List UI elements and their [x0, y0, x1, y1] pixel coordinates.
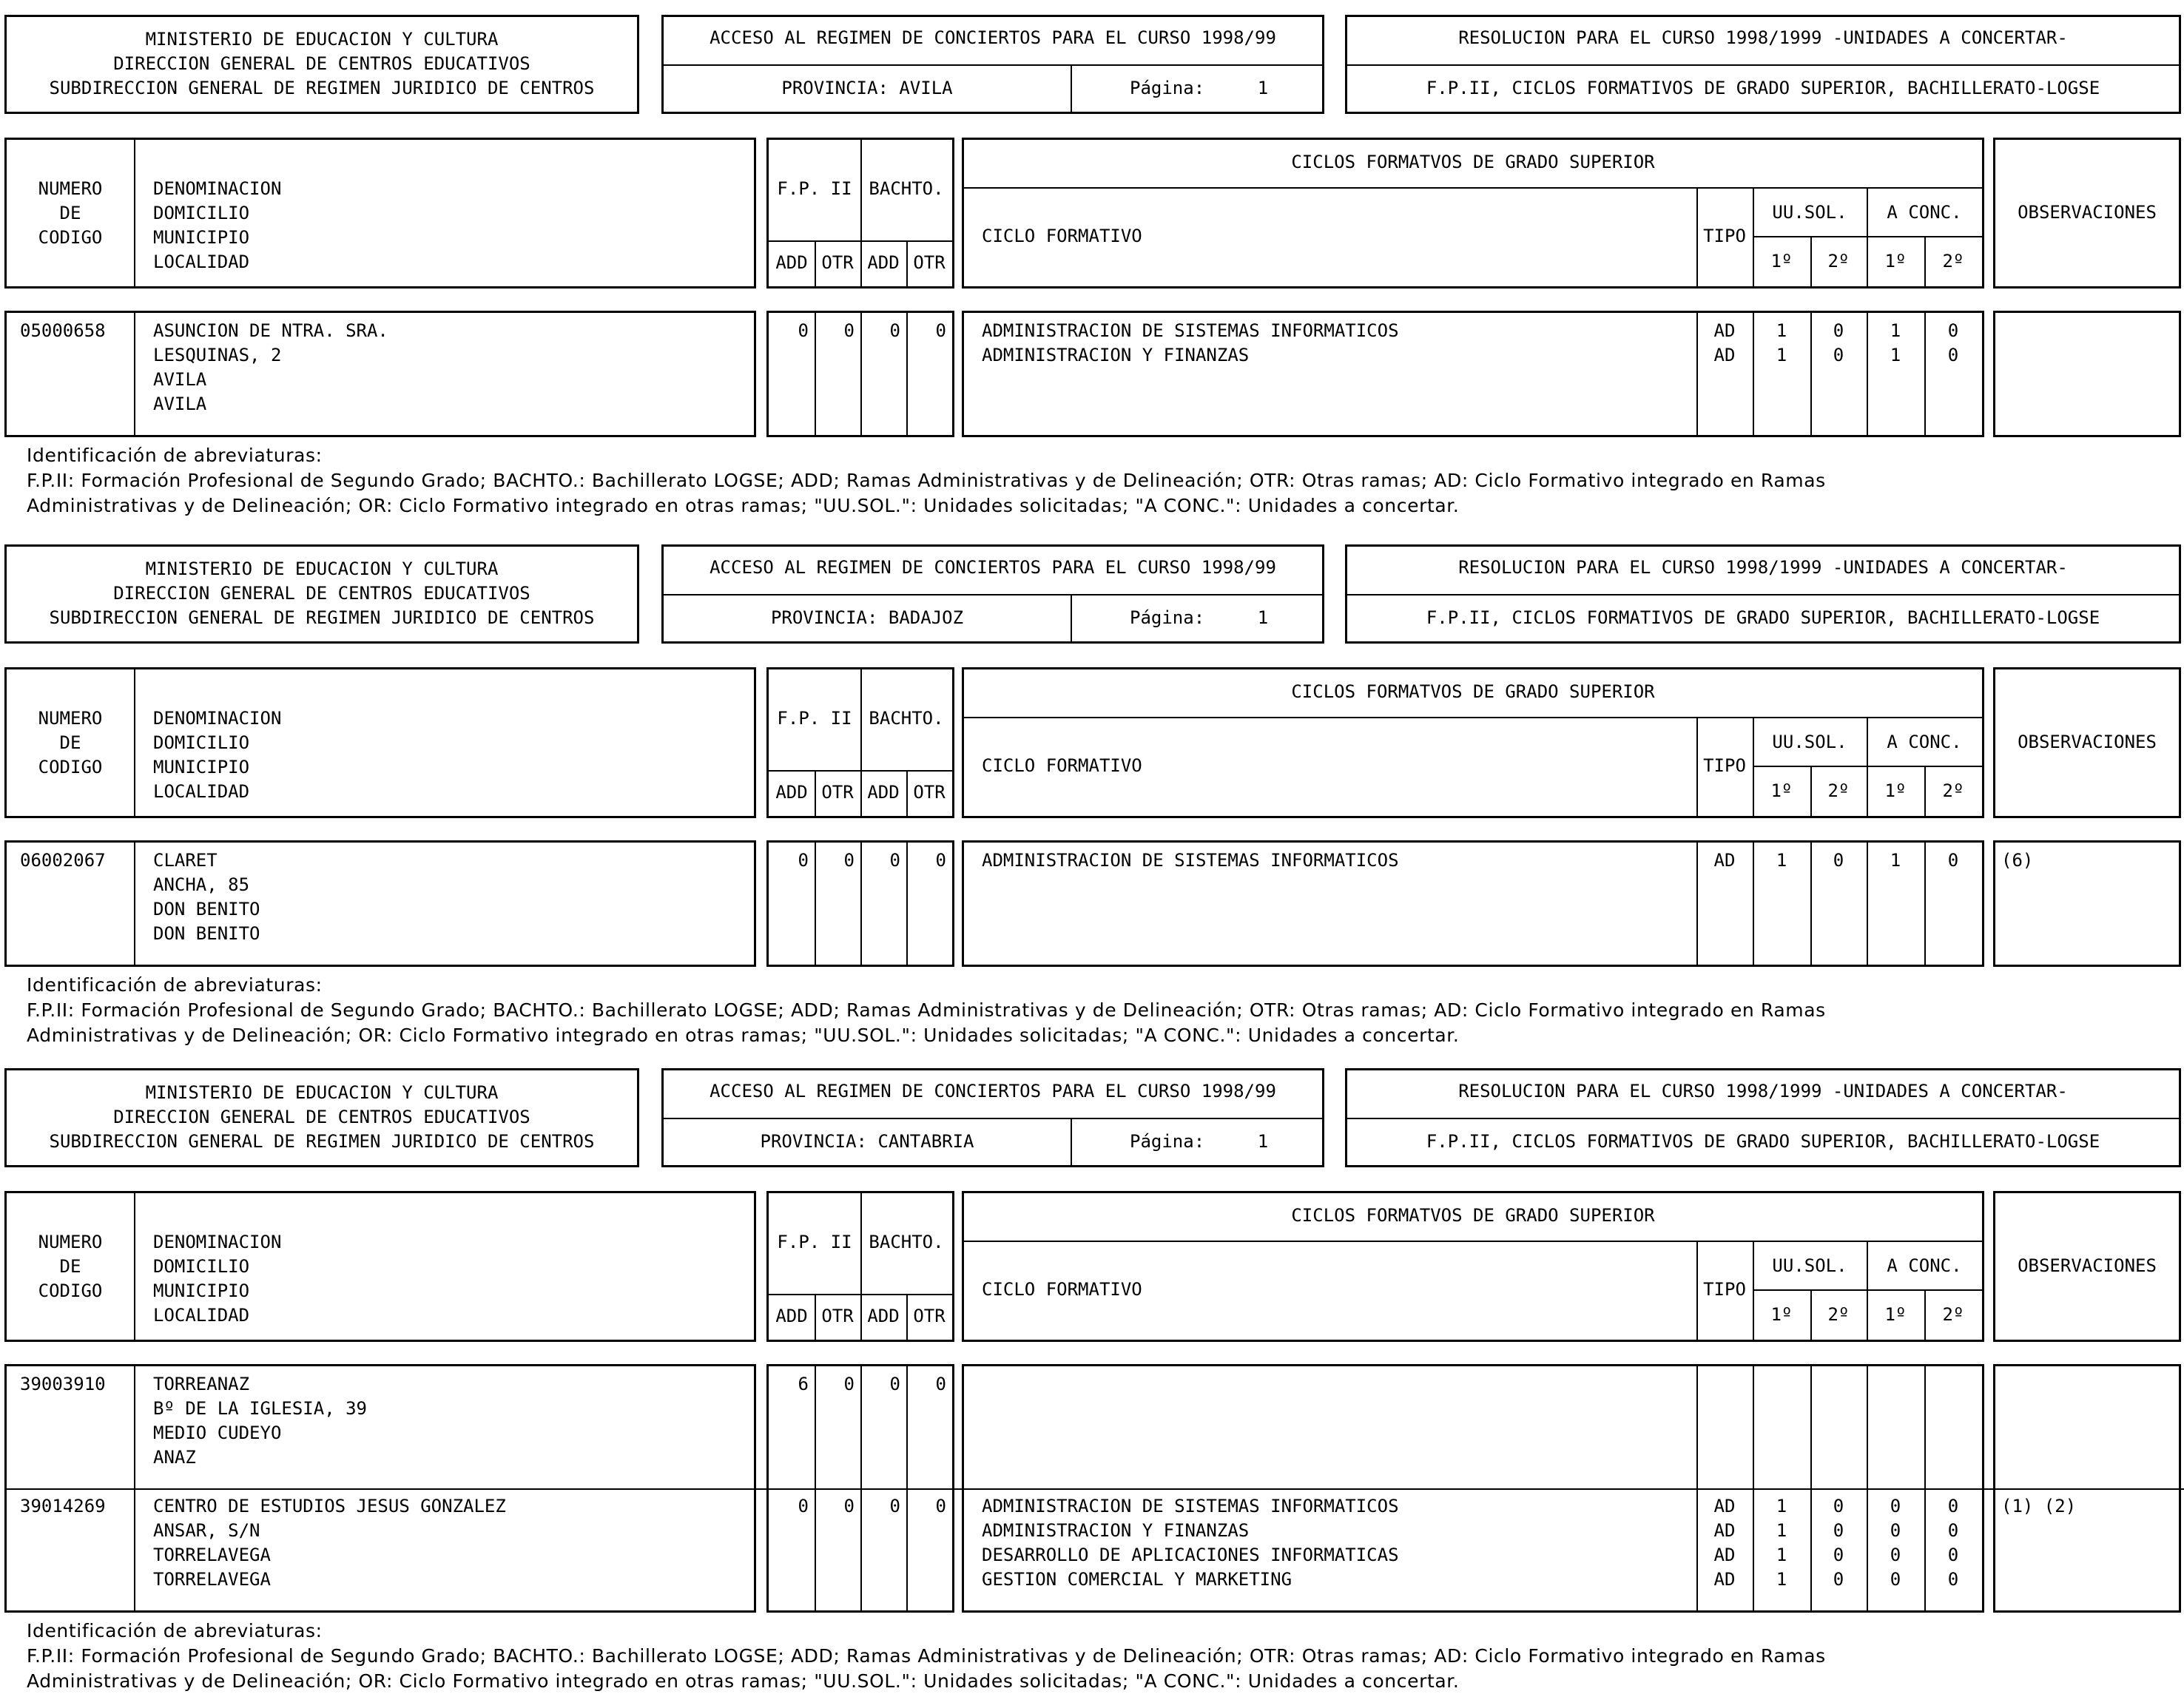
fp2-header: F.P. II	[777, 708, 852, 729]
denominacion-header: MUNICIPIO	[153, 757, 250, 777]
divider	[769, 1294, 952, 1295]
observaciones-body	[1993, 311, 2181, 437]
access-header-box	[661, 544, 1324, 644]
denominacion-header: MUNICIPIO	[153, 1280, 250, 1301]
numero-header: DE	[59, 1256, 81, 1277]
center-codigo: 39014269	[20, 1496, 106, 1516]
ciclo-conc2: 0	[1947, 850, 1959, 871]
ciclo-conc1: 0	[1890, 1545, 1901, 1565]
ciclo-conc1: 1	[1890, 320, 1901, 341]
page-number: 1	[1257, 78, 1269, 98]
observaciones-value: (6)	[2001, 850, 2034, 871]
legend-title: Identificación de abreviaturas:	[27, 974, 323, 996]
primero-header: 1º	[1884, 1304, 1907, 1325]
ciclo-name: ADMINISTRACION DE SISTEMAS INFORMATICOS	[982, 320, 1399, 341]
otr-header: OTR	[913, 1306, 946, 1326]
divider	[664, 594, 1322, 595]
ministry-line: MINISTERIO DE EDUCACION Y CULTURA	[145, 559, 499, 579]
numero-header: NUMERO	[38, 1232, 103, 1252]
units-body	[766, 840, 954, 967]
legend-line: Administrativas y de Delineación; OR: Ciclo Formativo integrado en otras ramas; "UU.SOL.": Unidades solicitadas; "A CONC.": Unidades a concertar.	[27, 495, 1460, 516]
fp-otr-value: 0	[843, 1496, 855, 1516]
ciclo-name: GESTION COMERCIAL Y MARKETING	[982, 1569, 1292, 1590]
ciclo-formativo-header: CICLO FORMATIVO	[982, 755, 1142, 776]
ministry-line: MINISTERIO DE EDUCACION Y CULTURA	[145, 29, 499, 50]
provincia-label: PROVINCIA: AVILA	[781, 78, 953, 98]
legend-line: F.P.II: Formación Profesional de Segundo Grado; BACHTO.: Bachillerato LOGSE; ADD; Ramas Administrativas y de Delineación; OTR: Otras ramas; AD: Ciclo Formativo integrado en Ramas	[27, 999, 1826, 1021]
center-codigo: 05000658	[20, 320, 106, 341]
province-section	[0, 0, 2184, 547]
ciclo-name: ADMINISTRACION Y FINANZAS	[982, 345, 1250, 365]
ba-add-value: 0	[889, 850, 900, 871]
ministry-line: SUBDIRECCION GENERAL DE REGIMEN JURIDICO DE CENTROS	[49, 78, 595, 98]
uu-sol-header: UU.SOL.	[1772, 1255, 1847, 1276]
segundo-header: 2º	[1827, 251, 1850, 271]
numero-header: DE	[59, 732, 81, 753]
page-label: Página:	[1130, 607, 1205, 628]
denominacion-header: LOCALIDAD	[153, 1305, 250, 1326]
divider	[134, 1193, 135, 1340]
ministry-line: DIRECCION GENERAL DE CENTROS EDUCATIVOS	[113, 583, 530, 604]
divider	[1071, 594, 1072, 641]
segundo-header: 2º	[1827, 780, 1850, 801]
bachto-header: BACHTO.	[869, 178, 944, 199]
ciclos-title: CICLOS FORMATVOS DE GRADO SUPERIOR	[1291, 1205, 1655, 1226]
a-conc-header: A CONC.	[1887, 732, 1962, 752]
center-line: DON BENITO	[153, 923, 260, 944]
divider	[1753, 1289, 1982, 1291]
province-section	[0, 1053, 2184, 1692]
ciclo-formativo-header: CICLO FORMATIVO	[982, 1279, 1142, 1300]
ciclo-sol1: 1	[1776, 1496, 1787, 1516]
legend-title: Identificación de abreviaturas:	[27, 445, 323, 466]
ministry-header-box	[4, 1068, 639, 1167]
row-divider	[1995, 1488, 2184, 1490]
ciclo-conc1: 0	[1890, 1569, 1901, 1590]
ba-otr-value: 0	[935, 320, 946, 341]
add-header: ADD	[867, 252, 900, 273]
denominacion-header: DENOMINACION	[153, 1232, 282, 1252]
fp2-header: F.P. II	[777, 1232, 852, 1252]
ciclo-tipo: AD	[1713, 320, 1736, 341]
denominacion-header: DENOMINACION	[153, 708, 282, 729]
legend-line: F.P.II: Formación Profesional de Segundo Grado; BACHTO.: Bachillerato LOGSE; ADD; Ramas Administrativas y de Delineación; OTR: Otras ramas; AD: Ciclo Formativo integrado en Ramas	[27, 470, 1826, 491]
primero-header: 1º	[1770, 780, 1793, 801]
denominacion-header: LOCALIDAD	[153, 252, 250, 272]
access-header-box	[661, 1068, 1324, 1167]
center-column-header	[4, 138, 756, 288]
add-header: ADD	[775, 782, 808, 803]
center-body	[4, 840, 756, 967]
ba-otr-value: 0	[935, 850, 946, 871]
ciclo-conc1: 0	[1890, 1520, 1901, 1541]
center-line: ASUNCION DE NTRA. SRA.	[153, 320, 388, 341]
divider	[964, 187, 1982, 189]
ciclo-sol2: 0	[1833, 320, 1844, 341]
fp-otr-value: 0	[843, 320, 855, 341]
ba-otr-value: 0	[935, 1374, 946, 1394]
ciclo-tipo: AD	[1713, 1569, 1736, 1590]
observaciones-value: (1) (2)	[2001, 1496, 2077, 1516]
ciclo-sol2: 0	[1833, 1520, 1844, 1541]
access-title: ACCESO AL REGIMEN DE CONCIERTOS PARA EL CURSO 1998/99	[710, 27, 1276, 48]
divider	[1071, 1118, 1072, 1165]
segundo-header: 2º	[1942, 780, 1964, 801]
ministry-line: SUBDIRECCION GENERAL DE REGIMEN JURIDICO DE CENTROS	[49, 607, 595, 628]
observaciones-column-header	[1993, 1191, 2181, 1342]
ciclo-conc2: 0	[1947, 1520, 1959, 1541]
ciclo-tipo: AD	[1713, 1520, 1736, 1541]
ciclos-title: CICLOS FORMATVOS DE GRADO SUPERIOR	[1291, 681, 1655, 702]
units-body	[766, 311, 954, 437]
ciclos-body	[962, 1364, 1984, 1613]
uu-sol-header: UU.SOL.	[1772, 202, 1847, 223]
primero-header: 1º	[1770, 251, 1793, 271]
ciclo-conc2: 0	[1947, 320, 1959, 341]
center-codigo: 06002067	[20, 850, 106, 871]
ciclos-body	[962, 840, 1984, 967]
center-line: ANCHA, 85	[153, 874, 250, 895]
center-line: TORREANAZ	[153, 1374, 250, 1394]
add-header: ADD	[867, 782, 900, 803]
center-line: TORRELAVEGA	[153, 1545, 271, 1565]
primero-header: 1º	[1884, 780, 1907, 801]
observaciones-body	[1993, 1364, 2181, 1613]
ba-add-value: 0	[889, 1374, 900, 1394]
ciclo-conc1: 1	[1890, 345, 1901, 365]
units-column-header	[766, 667, 954, 818]
observaciones-header: OBSERVACIONES	[2018, 1255, 2157, 1276]
ministry-header-box	[4, 15, 639, 114]
center-line: Bº DE LA IGLESIA, 39	[153, 1398, 367, 1419]
units-column-header	[766, 1191, 954, 1342]
divider	[1753, 236, 1982, 237]
ciclo-conc2: 0	[1947, 1569, 1959, 1590]
divider	[1347, 64, 2179, 66]
center-line: MEDIO CUDEYO	[153, 1423, 282, 1443]
divider	[664, 64, 1322, 66]
divider	[1753, 766, 1982, 767]
ciclo-conc1: 0	[1890, 1496, 1901, 1516]
observaciones-header: OBSERVACIONES	[2018, 202, 2157, 223]
numero-header: DE	[59, 203, 81, 223]
bachto-header: BACHTO.	[869, 708, 944, 729]
ministry-header-box	[4, 544, 639, 644]
ciclo-sol2: 0	[1833, 345, 1844, 365]
center-line: ANSAR, S/N	[153, 1520, 260, 1541]
center-line: ANAZ	[153, 1447, 196, 1468]
ministry-line: DIRECCION GENERAL DE CENTROS EDUCATIVOS	[113, 53, 530, 74]
add-header: ADD	[867, 1306, 900, 1326]
a-conc-header: A CONC.	[1887, 1255, 1962, 1276]
divider	[769, 240, 952, 242]
provincia-label: PROVINCIA: CANTABRIA	[760, 1131, 974, 1152]
resolution-subtitle: F.P.II, CICLOS FORMATIVOS DE GRADO SUPERIOR, BACHILLERATO-LOGSE	[1426, 78, 2100, 98]
fp-add-value: 0	[798, 850, 809, 871]
resolution-header-box	[1345, 544, 2181, 644]
legend-title: Identificación de abreviaturas:	[27, 1620, 323, 1641]
ministry-line: SUBDIRECCION GENERAL DE REGIMEN JURIDICO DE CENTROS	[49, 1131, 595, 1152]
segundo-header: 2º	[1827, 1304, 1850, 1325]
ciclo-tipo: AD	[1713, 345, 1736, 365]
numero-header: NUMERO	[38, 178, 103, 199]
ciclos-title: CICLOS FORMATVOS DE GRADO SUPERIOR	[1291, 152, 1655, 172]
center-column-header	[4, 667, 756, 818]
numero-header: CODIGO	[38, 1280, 103, 1301]
ciclo-conc2: 0	[1947, 1545, 1959, 1565]
province-section	[0, 530, 2184, 1077]
ba-otr-value: 0	[935, 1496, 946, 1516]
units-column-header	[766, 138, 954, 288]
provincia-label: PROVINCIA: BADAJOZ	[770, 607, 964, 628]
access-title: ACCESO AL REGIMEN DE CONCIERTOS PARA EL CURSO 1998/99	[710, 1081, 1276, 1101]
ciclo-sol2: 0	[1833, 1545, 1844, 1565]
divider	[134, 843, 135, 965]
ciclo-sol1: 1	[1776, 320, 1787, 341]
ciclo-sol1: 1	[1776, 345, 1787, 365]
center-line: DON BENITO	[153, 899, 260, 919]
observaciones-body	[1993, 840, 2181, 967]
ciclo-name: ADMINISTRACION Y FINANZAS	[982, 1520, 1250, 1541]
otr-header: OTR	[821, 782, 854, 803]
center-line: CENTRO DE ESTUDIOS JESUS GONZALEZ	[153, 1496, 506, 1516]
ciclo-sol1: 1	[1776, 850, 1787, 871]
ciclo-formativo-header: CICLO FORMATIVO	[982, 226, 1142, 246]
primero-header: 1º	[1770, 1304, 1793, 1325]
resolution-subtitle: F.P.II, CICLOS FORMATIVOS DE GRADO SUPERIOR, BACHILLERATO-LOGSE	[1426, 1131, 2100, 1152]
fp-otr-value: 0	[843, 1374, 855, 1394]
page-number: 1	[1257, 1131, 1269, 1152]
divider	[134, 669, 135, 816]
ciclos-body	[962, 311, 1984, 437]
denominacion-header: MUNICIPIO	[153, 227, 250, 248]
units-body	[766, 1364, 954, 1613]
ministry-line: DIRECCION GENERAL DE CENTROS EDUCATIVOS	[113, 1107, 530, 1127]
ciclos-column-header	[962, 138, 1984, 288]
center-line: LESQUINAS, 2	[153, 345, 282, 365]
divider	[769, 770, 952, 772]
divider	[664, 1118, 1322, 1119]
tipo-header: TIPO	[1703, 226, 1746, 246]
fp-add-value: 6	[798, 1374, 809, 1394]
access-header-box	[661, 15, 1324, 114]
otr-header: OTR	[821, 252, 854, 273]
ciclo-tipo: AD	[1713, 850, 1736, 871]
ciclo-sol1: 1	[1776, 1569, 1787, 1590]
resolution-title: RESOLUCION PARA EL CURSO 1998/1999 -UNIDADES A CONCERTAR-	[1458, 1081, 2068, 1101]
otr-header: OTR	[913, 252, 946, 273]
ciclo-name: DESARROLLO DE APLICACIONES INFORMATICAS	[982, 1545, 1399, 1565]
access-title: ACCESO AL REGIMEN DE CONCIERTOS PARA EL CURSO 1998/99	[710, 557, 1276, 578]
fp2-header: F.P. II	[777, 178, 852, 199]
numero-header: CODIGO	[38, 227, 103, 248]
divider	[1347, 1118, 2179, 1119]
primero-header: 1º	[1884, 251, 1907, 271]
tipo-header: TIPO	[1703, 755, 1746, 776]
denominacion-header: DOMICILIO	[153, 1256, 250, 1277]
center-body	[4, 1364, 756, 1613]
tipo-header: TIPO	[1703, 1279, 1746, 1300]
add-header: ADD	[775, 252, 808, 273]
center-line: TORRELAVEGA	[153, 1569, 271, 1590]
divider	[964, 1241, 1982, 1242]
ciclo-sol2: 0	[1833, 850, 1844, 871]
ciclo-sol2: 0	[1833, 1569, 1844, 1590]
legend-line: Administrativas y de Delineación; OR: Ciclo Formativo integrado en otras ramas; "UU.SOL.": Unidades solicitadas; "A CONC.": Unidades a concertar.	[27, 1025, 1460, 1046]
center-line: AVILA	[153, 369, 207, 390]
ba-add-value: 0	[889, 1496, 900, 1516]
center-codigo: 39003910	[20, 1374, 106, 1394]
resolution-header-box	[1345, 15, 2181, 114]
center-body	[4, 311, 756, 437]
observaciones-column-header	[1993, 138, 2181, 288]
page-label: Página:	[1130, 78, 1205, 98]
center-column-header	[4, 1191, 756, 1342]
otr-header: OTR	[821, 1306, 854, 1326]
ciclos-column-header	[962, 667, 1984, 818]
page-number: 1	[1257, 607, 1269, 628]
resolution-subtitle: F.P.II, CICLOS FORMATIVOS DE GRADO SUPERIOR, BACHILLERATO-LOGSE	[1426, 607, 2100, 628]
divider	[964, 717, 1982, 718]
divider	[1347, 594, 2179, 595]
add-header: ADD	[775, 1306, 808, 1326]
legend-line: F.P.II: Formación Profesional de Segundo Grado; BACHTO.: Bachillerato LOGSE; ADD; Ramas Administrativas y de Delineación; OTR: Otras ramas; AD: Ciclo Formativo integrado en Ramas	[27, 1645, 1826, 1667]
legend-line: Administrativas y de Delineación; OR: Ciclo Formativo integrado en otras ramas; "UU.SOL.": Unidades solicitadas; "A CONC.": Unidades a concertar.	[27, 1670, 1460, 1692]
ciclo-conc2: 0	[1947, 345, 1959, 365]
uu-sol-header: UU.SOL.	[1772, 732, 1847, 752]
ciclo-sol1: 1	[1776, 1545, 1787, 1565]
observaciones-column-header	[1993, 667, 2181, 818]
a-conc-header: A CONC.	[1887, 202, 1962, 223]
center-line: CLARET	[153, 850, 218, 871]
fp-add-value: 0	[798, 1496, 809, 1516]
bachto-header: BACHTO.	[869, 1232, 944, 1252]
ba-add-value: 0	[889, 320, 900, 341]
denominacion-header: LOCALIDAD	[153, 781, 250, 802]
ministry-line: MINISTERIO DE EDUCACION Y CULTURA	[145, 1082, 499, 1103]
resolution-title: RESOLUCION PARA EL CURSO 1998/1999 -UNIDADES A CONCERTAR-	[1458, 557, 2068, 578]
ciclo-sol1: 1	[1776, 1520, 1787, 1541]
ciclo-tipo: AD	[1713, 1545, 1736, 1565]
divider	[1071, 64, 1072, 112]
ciclo-tipo: AD	[1713, 1496, 1736, 1516]
denominacion-header: DENOMINACION	[153, 178, 282, 199]
fp-add-value: 0	[798, 320, 809, 341]
ciclo-sol2: 0	[1833, 1496, 1844, 1516]
divider	[134, 140, 135, 286]
ciclo-conc2: 0	[1947, 1496, 1959, 1516]
numero-header: NUMERO	[38, 708, 103, 729]
observaciones-header: OBSERVACIONES	[2018, 732, 2157, 752]
ciclo-name: ADMINISTRACION DE SISTEMAS INFORMATICOS	[982, 850, 1399, 871]
resolution-header-box	[1345, 1068, 2181, 1167]
resolution-title: RESOLUCION PARA EL CURSO 1998/1999 -UNIDADES A CONCERTAR-	[1458, 27, 2068, 48]
segundo-header: 2º	[1942, 1304, 1964, 1325]
ciclo-conc1: 1	[1890, 850, 1901, 871]
page-label: Página:	[1130, 1131, 1205, 1152]
ciclos-column-header	[962, 1191, 1984, 1342]
divider	[134, 313, 135, 435]
otr-header: OTR	[913, 782, 946, 803]
ciclo-name: ADMINISTRACION DE SISTEMAS INFORMATICOS	[982, 1496, 1399, 1516]
segundo-header: 2º	[1942, 251, 1964, 271]
center-line: AVILA	[153, 394, 207, 414]
denominacion-header: DOMICILIO	[153, 203, 250, 223]
denominacion-header: DOMICILIO	[153, 732, 250, 753]
numero-header: CODIGO	[38, 757, 103, 777]
fp-otr-value: 0	[843, 850, 855, 871]
